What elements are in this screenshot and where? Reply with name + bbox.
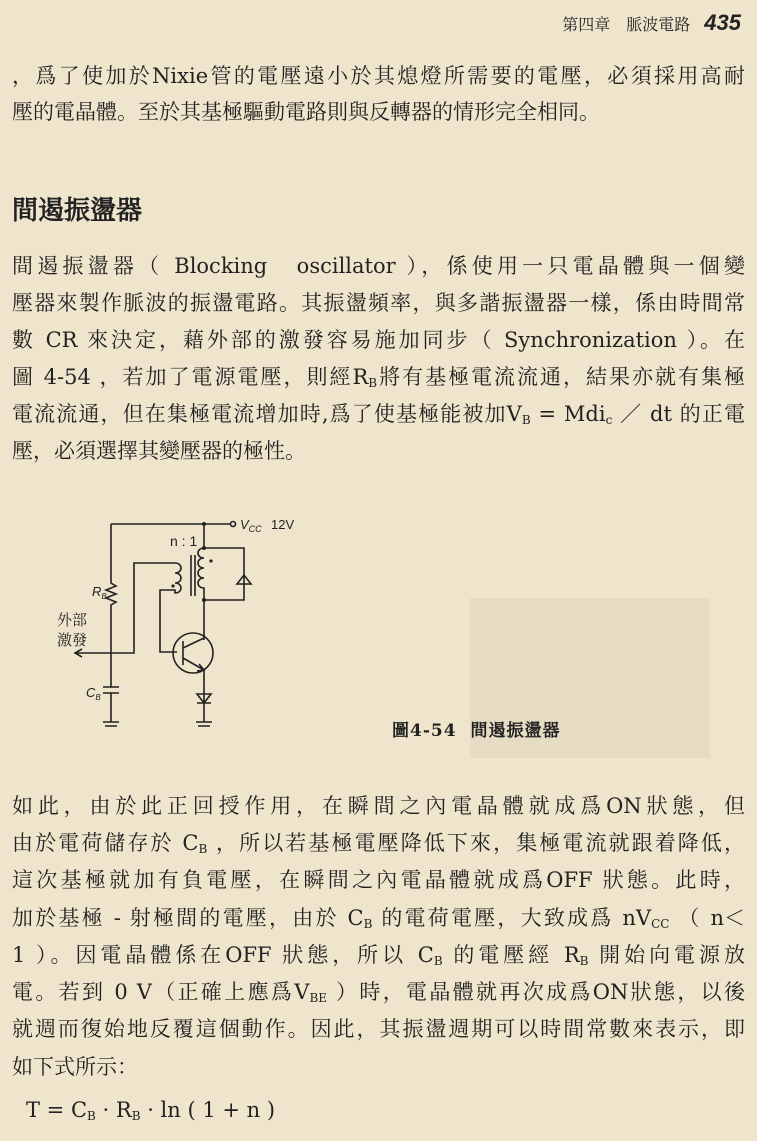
figure-caption — [392, 716, 561, 741]
text-line — [12, 289, 745, 317]
section-heading: 間遏振盪器 — [12, 196, 143, 226]
text-line — [12, 866, 745, 894]
cb-label: C — [86, 685, 96, 700]
transistor — [173, 633, 213, 673]
rb-label: R — [92, 584, 102, 599]
secondary-wire — [111, 563, 175, 653]
figure-title: 間遏振盪器 — [470, 721, 561, 741]
text-segment: 壓，必須選擇其變壓器的極性。 — [12, 439, 306, 463]
text-segment: 壓的電晶體。至於其基極驅動電路則與反轉器的情形完全相同。 — [12, 100, 600, 124]
text-line — [12, 326, 745, 354]
text-segment: 由於電荷儲存於 C — [12, 831, 199, 855]
figure-number: 圖4-54 — [392, 721, 457, 741]
cb-sub: B — [95, 693, 101, 702]
rb-sub: B — [101, 592, 107, 601]
text-segment: 1 ）。因電晶體係在OFF 狀態，所以 C — [12, 943, 434, 967]
text-segment: ）時，電晶體就再次成爲ON狀態，以後 — [327, 980, 746, 1004]
text-segment: 如此，由於此正回授作用，在瞬間之內電晶體就成爲ON狀態，但 — [12, 794, 745, 818]
text-line — [12, 904, 745, 932]
text-segment: 電流流通，但在集極電流增加時,爲了使基極能被加V — [12, 402, 522, 426]
svg-text:VCC — [240, 517, 262, 534]
chapter-title: 第四章 脈波電路 — [562, 15, 691, 34]
text-segment: 圖 4-54 ，若加了電源電壓，則經R — [12, 365, 369, 389]
text-segment: 數 CR 來決定，藉外部的激發容易施加同步（ Synchronization ）。在 — [12, 328, 745, 352]
clamp-diode — [204, 548, 251, 600]
text-line — [12, 98, 745, 126]
cb-capacitor — [103, 687, 119, 693]
subscript: B — [433, 954, 443, 968]
text-segment: 將有基極電流流通，結果亦就有集極 — [377, 365, 746, 389]
text-line — [12, 941, 745, 969]
text-segment: 如下式所示： — [12, 1055, 138, 1079]
text-segment: T = C — [26, 1098, 88, 1122]
rb-wire — [106, 524, 116, 687]
text-line — [12, 62, 745, 90]
text-segment: 間遏振盪器（ Blocking oscillator ），係使用一只電晶體與一個變 — [12, 254, 745, 278]
text-segment: 這次基極就加有負電壓，在瞬間之內電晶體就成爲OFF 狀態。此時， — [12, 868, 745, 892]
svg-text:CB — [86, 685, 101, 702]
trigger-arrow — [75, 649, 111, 657]
blocking-oscillator-circuit — [40, 505, 340, 740]
text-segment: ，所以若基極電壓降低下來，集極電流就跟着降低， — [207, 831, 745, 855]
vcc-label: V — [240, 517, 249, 532]
subscript: B — [579, 954, 589, 968]
page-number: 435 — [704, 10, 741, 35]
text-segment: ，爲了使加於Nixie管的電壓遠小於其熄燈所需要的電壓，必須採用高耐 — [12, 64, 745, 88]
vcc-sub: CC — [248, 524, 262, 534]
text-segment: 就週而復始地反覆這個動作。因此，其振盪週期可以時間常數來表示，即 — [12, 1017, 745, 1041]
text-segment: = Mdi — [530, 402, 606, 426]
subscript: B — [521, 413, 531, 427]
text-segment: ／ dt 的正電 — [612, 402, 745, 426]
transformer-core — [191, 555, 195, 596]
text-segment: 的電荷電壓，大致成爲 nV — [372, 906, 652, 930]
text-line — [12, 829, 745, 857]
text-line — [12, 252, 745, 280]
vcc-value: 12V — [271, 517, 295, 532]
text-line — [12, 792, 745, 820]
text-segment: 壓器來製作脈波的振盪電路。其振盪頻率，與多諧振盪器一樣，係由時間常 — [12, 291, 745, 315]
svg-text:RB — [92, 584, 107, 601]
text-line — [12, 437, 745, 465]
subscript: B — [87, 1109, 96, 1123]
subscript: B — [131, 1109, 141, 1123]
subscript: BE — [309, 991, 328, 1005]
text-segment: 開始向電源放 — [588, 943, 745, 967]
text-line — [12, 363, 745, 391]
text-line — [12, 400, 745, 428]
subscript: B — [363, 917, 373, 931]
external-trigger-label: 外部 — [57, 612, 88, 629]
text-segment: 加於基極 - 射極間的電壓，由於 C — [12, 906, 364, 930]
text-segment: 的電壓經 R — [442, 943, 580, 967]
text-line — [12, 1053, 745, 1081]
external-trigger-label-2: 激發 — [57, 632, 88, 649]
text-segment: 電。若到 0 V（正確上應爲V — [12, 980, 310, 1004]
text-segment: · R — [95, 1098, 132, 1122]
turns-ratio-label: n : 1 — [170, 533, 198, 549]
text-line — [12, 1015, 745, 1043]
vcc-terminal — [231, 522, 236, 527]
text-segment: · ln ( 1 + n ) — [140, 1098, 276, 1122]
subscript: B — [198, 842, 208, 856]
subscript: c — [605, 413, 613, 427]
running-header — [562, 10, 741, 36]
emitter-diode — [197, 680, 211, 722]
subscript: B — [368, 376, 378, 390]
text-line — [26, 1096, 757, 1124]
secondary-coil — [160, 563, 181, 652]
subscript: CC — [651, 917, 670, 931]
text-line — [12, 978, 745, 1006]
primary-coil — [198, 524, 204, 640]
text-segment: （ n＜ — [669, 906, 745, 930]
